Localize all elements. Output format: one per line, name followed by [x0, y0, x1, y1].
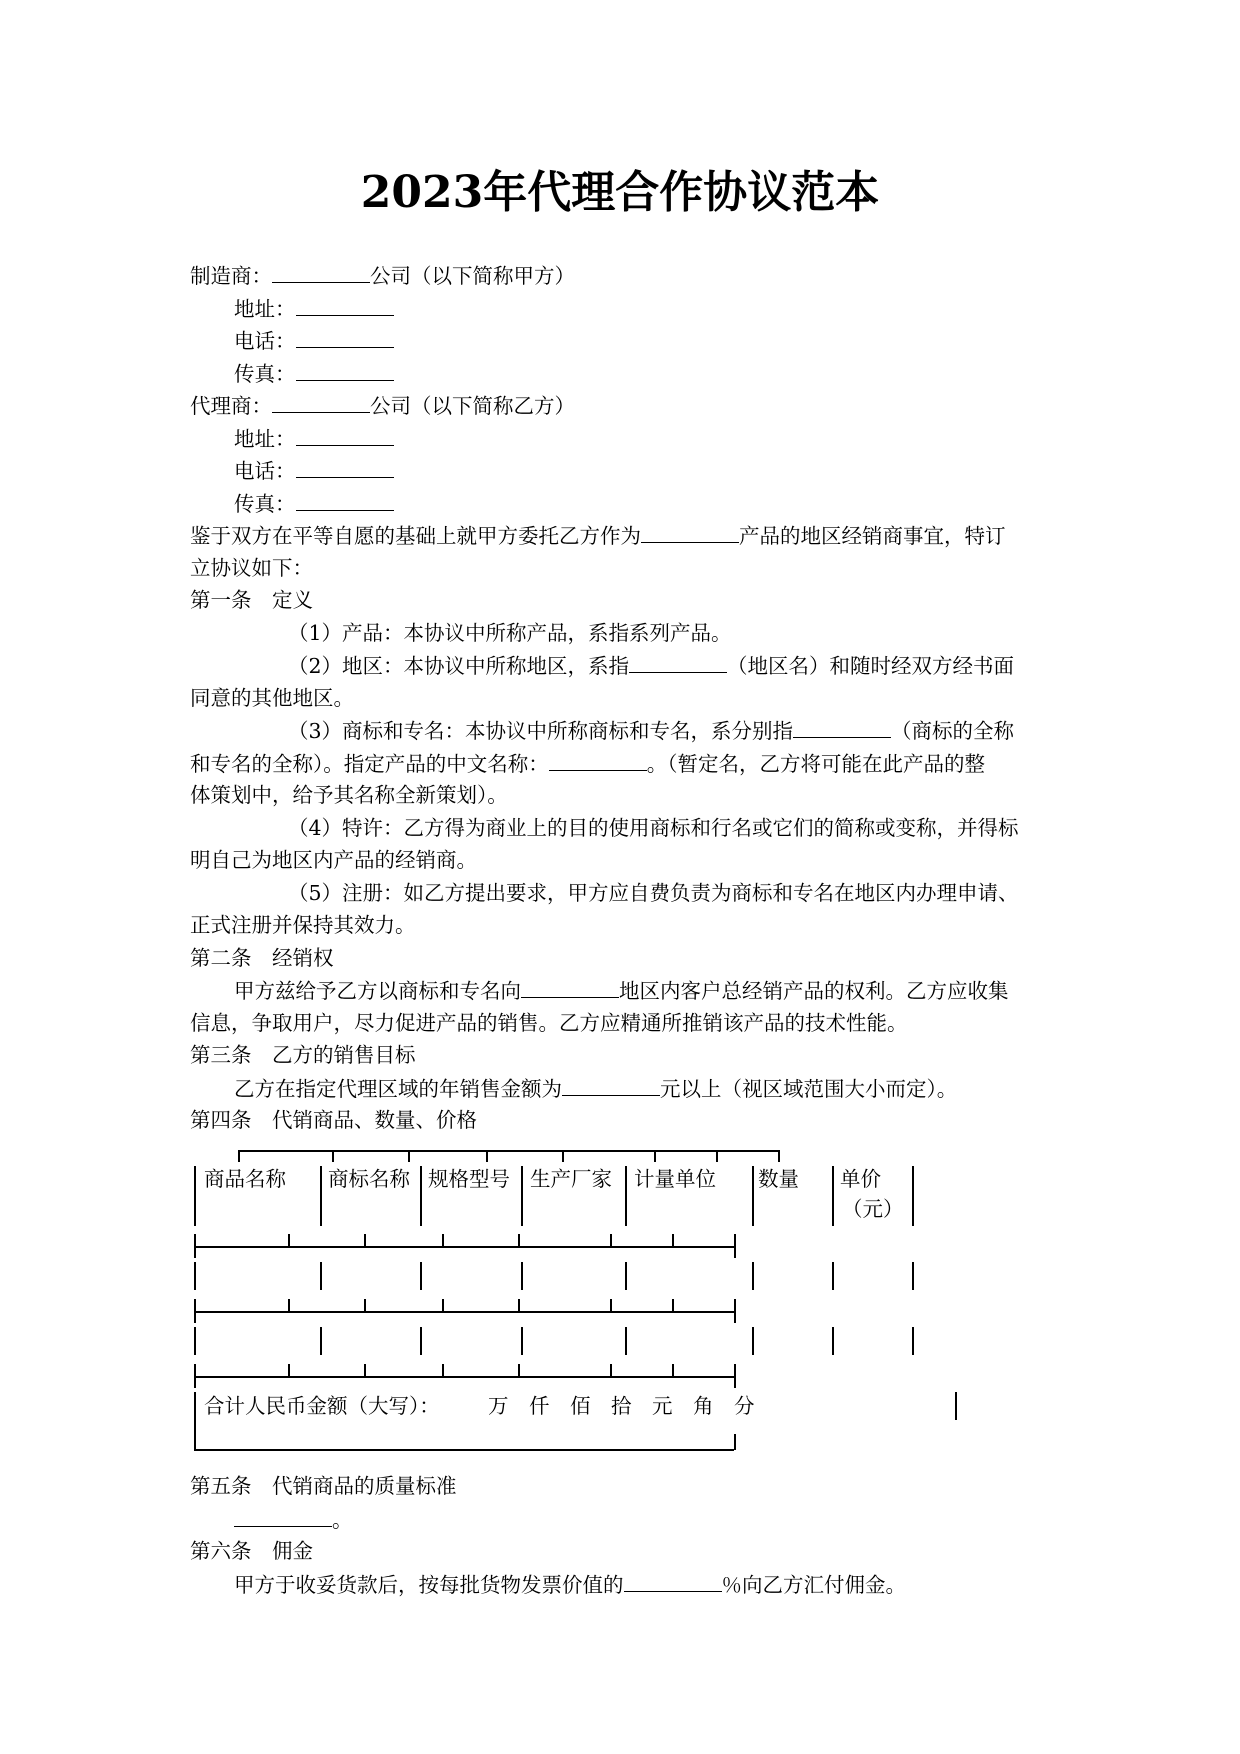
- table-vbar: [320, 1262, 322, 1290]
- table-tick: [238, 1150, 240, 1162]
- table-header-product-name: 商品名称: [204, 1167, 286, 1191]
- table-joint: [364, 1364, 366, 1376]
- trademark-blank: [793, 717, 891, 738]
- article-1-item-2-cont: 同意的其他地区。: [190, 686, 354, 710]
- manufacturer-line: [190, 262, 575, 289]
- agent-phone-line: [234, 457, 394, 484]
- table-tick: [332, 1150, 334, 1162]
- article-1-item-3-cont2: 体策划中，给予其名称全新策划）。: [190, 783, 508, 807]
- table-vbar: [752, 1166, 754, 1226]
- table-vbar: [625, 1327, 627, 1355]
- table-vbar: [625, 1166, 627, 1226]
- table-vbar: [832, 1327, 834, 1355]
- item-text: （商标的全称: [891, 719, 1015, 743]
- article-1-item-3: [288, 717, 1014, 744]
- manufacturer-suffix: 公司（以下简称甲方）: [370, 264, 575, 288]
- table-joint: [194, 1234, 196, 1258]
- table-vbar: [194, 1392, 196, 1450]
- table-joint: [442, 1364, 444, 1376]
- preamble-text: 鉴于双方在平等自愿的基础上就甲方委托乙方作为: [190, 524, 641, 548]
- table-top-border: [238, 1150, 778, 1152]
- table-vbar: [521, 1262, 523, 1290]
- address-label: 地址：: [234, 427, 296, 451]
- manufacturer-address-line: [234, 295, 394, 322]
- article-text: 地区内客户总经销产品的权利。乙方应收集: [619, 979, 1009, 1003]
- product-blank: [641, 522, 739, 543]
- table-joint: [518, 1364, 520, 1376]
- agent-label: 代理商：: [190, 394, 272, 418]
- manufacturer-name-blank: [272, 262, 370, 283]
- manufacturer-label: 制造商：: [190, 264, 272, 288]
- table-joint: [442, 1234, 444, 1246]
- item-text: 。（暂定名，乙方将可能在此产品的整: [646, 752, 985, 776]
- address-label: 地址：: [234, 297, 296, 321]
- total-amount-units: 万 仟 佰 拾 元 角 分: [488, 1394, 755, 1418]
- table-joint: [672, 1364, 674, 1376]
- table-joint: [288, 1364, 290, 1376]
- preamble-text: 产品的地区经销商事宜，特订: [739, 524, 1006, 548]
- region-blank: [521, 977, 619, 998]
- table-row-separator: [194, 1376, 734, 1378]
- table-joint: [288, 1234, 290, 1246]
- phone-blank: [296, 327, 394, 348]
- table-header-trademark: 商标名称: [328, 1167, 410, 1191]
- table-vbar: [832, 1262, 834, 1290]
- table-header-quantity: 数量: [758, 1167, 799, 1191]
- article-5-heading: 第五条 代销商品的质量标准: [190, 1474, 457, 1498]
- table-joint: [288, 1299, 290, 1311]
- table-vbar: [194, 1166, 196, 1226]
- agent-line: [190, 392, 575, 419]
- table-vbar: [420, 1327, 422, 1355]
- table-header-unit: 计量单位: [634, 1167, 716, 1191]
- table-tick: [562, 1150, 564, 1162]
- table-vbar: [194, 1262, 196, 1290]
- article-text: 元以上（视区域范围大小而定）。: [660, 1077, 958, 1101]
- amount-blank: [562, 1075, 660, 1096]
- table-bottom-border: [194, 1449, 734, 1451]
- preamble-line-2: 立协议如下：: [190, 556, 313, 580]
- phone-blank: [296, 457, 394, 478]
- table-joint: [442, 1299, 444, 1311]
- item-text: （地区名）和随时经双方经书面: [727, 654, 1015, 678]
- fax-blank: [296, 490, 394, 511]
- item-text: （2）地区：本协议中所称地区，系指: [288, 654, 630, 678]
- table-joint: [364, 1234, 366, 1246]
- article-3-heading: 第三条 乙方的销售目标: [190, 1043, 416, 1067]
- article-1-item-5-cont: 正式注册并保持其效力。: [190, 913, 416, 937]
- table-tick: [716, 1150, 718, 1162]
- manufacturer-fax-line: [234, 360, 394, 387]
- table-joint: [734, 1299, 736, 1323]
- fax-blank: [296, 360, 394, 381]
- table-joint: [734, 1364, 736, 1388]
- article-2-heading: 第二条 经销权: [190, 946, 334, 970]
- table-vbar: [912, 1166, 914, 1226]
- agent-address-line: [234, 425, 394, 452]
- article-3-text: [234, 1075, 957, 1102]
- table-header-unit-price: 单价: [840, 1167, 881, 1191]
- table-joint: [518, 1299, 520, 1311]
- table-vbar: [320, 1327, 322, 1355]
- article-4-heading: 第四条 代销商品、数量、价格: [190, 1108, 477, 1132]
- fax-label: 传真：: [234, 362, 296, 386]
- table-vbar: [912, 1327, 914, 1355]
- fax-label: 传真：: [234, 492, 296, 516]
- article-6-heading: 第六条 佣金: [190, 1539, 313, 1563]
- table-vbar: [194, 1327, 196, 1355]
- article-2-text-cont: 信息，争取用户，尽力促进产品的销售。乙方应精通所推销该产品的技术性能。: [190, 1011, 908, 1035]
- table-joint: [194, 1299, 196, 1323]
- table-vbar: [955, 1392, 957, 1420]
- article-text: 。: [332, 1508, 353, 1532]
- table-vbar: [420, 1166, 422, 1226]
- table-vbar: [912, 1262, 914, 1290]
- table-tick: [778, 1150, 780, 1162]
- table-tick: [408, 1150, 410, 1162]
- table-row-separator: [194, 1246, 734, 1248]
- article-text: 乙方在指定代理区域的年销售金额为: [234, 1077, 562, 1101]
- table-joint: [610, 1234, 612, 1246]
- article-text: 甲方于收妥货款后，按每批货物发票价值的: [234, 1573, 624, 1597]
- article-text: 甲方兹给予乙方以商标和专名向: [234, 979, 521, 1003]
- table-tick: [486, 1150, 488, 1162]
- item-text: （3）商标和专名：本协议中所称商标和专名，系分别指: [288, 719, 794, 743]
- article-6-text: [234, 1571, 906, 1598]
- table-joint: [194, 1364, 196, 1388]
- preamble-line-1: [190, 522, 1006, 549]
- table-joint: [734, 1234, 736, 1258]
- table-vbar: [320, 1166, 322, 1226]
- phone-label: 电话：: [234, 459, 296, 483]
- article-1-item-4-cont: 明自己为地区内产品的经销商。: [190, 848, 477, 872]
- table-header-unit-price-yuan: （元）: [842, 1197, 904, 1221]
- total-amount-label: 合计人民币金额（大写）：: [204, 1394, 440, 1418]
- commission-percent-blank: [624, 1571, 722, 1592]
- table-header-spec: 规格型号: [428, 1167, 510, 1191]
- table-joint: [734, 1434, 736, 1450]
- article-1-item-5: （5）注册：如乙方提出要求，甲方应自费负责为商标和专名在地区内办理申请、: [288, 881, 1019, 905]
- table-joint: [610, 1299, 612, 1311]
- article-text: ％向乙方汇付佣金。: [721, 1573, 906, 1597]
- table-vbar: [420, 1262, 422, 1290]
- table-joint: [610, 1364, 612, 1376]
- agent-suffix: 公司（以下简称乙方）: [370, 394, 575, 418]
- address-blank: [296, 425, 394, 446]
- article-1-item-4: （4）特许：乙方得为商业上的目的使用商标和行名或它们的简称或变称，并得标: [288, 816, 1019, 840]
- address-blank: [296, 295, 394, 316]
- article-5-text: [234, 1506, 353, 1533]
- region-blank: [629, 652, 727, 673]
- quality-standard-blank: [234, 1506, 332, 1527]
- article-1-item-1: （1）产品：本协议中所称产品，系指系列产品。: [288, 621, 732, 645]
- manufacturer-phone-line: [234, 327, 394, 354]
- table-vbar: [625, 1262, 627, 1290]
- table-row-separator: [194, 1311, 734, 1313]
- table-joint: [518, 1234, 520, 1246]
- article-2-text: [234, 977, 1009, 1004]
- table-joint: [672, 1234, 674, 1246]
- article-1-item-2: [288, 652, 1014, 679]
- document-title: 2023年代理合作协议范本: [360, 167, 880, 218]
- agent-fax-line: [234, 490, 394, 517]
- chinese-name-blank: [549, 750, 647, 771]
- table-joint: [364, 1299, 366, 1311]
- phone-label: 电话：: [234, 329, 296, 353]
- table-header-manufacturer: 生产厂家: [530, 1167, 612, 1191]
- article-1-item-3-cont: [190, 750, 985, 777]
- table-vbar: [521, 1327, 523, 1355]
- table-tick: [654, 1150, 656, 1162]
- table-joint: [672, 1299, 674, 1311]
- agent-name-blank: [272, 392, 370, 413]
- table-vbar: [752, 1327, 754, 1355]
- item-text: 和专名的全称）。指定产品的中文名称：: [190, 752, 549, 776]
- table-vbar: [832, 1166, 834, 1226]
- table-vbar: [752, 1262, 754, 1290]
- article-1-heading: 第一条 定义: [190, 588, 313, 612]
- table-vbar: [521, 1166, 523, 1226]
